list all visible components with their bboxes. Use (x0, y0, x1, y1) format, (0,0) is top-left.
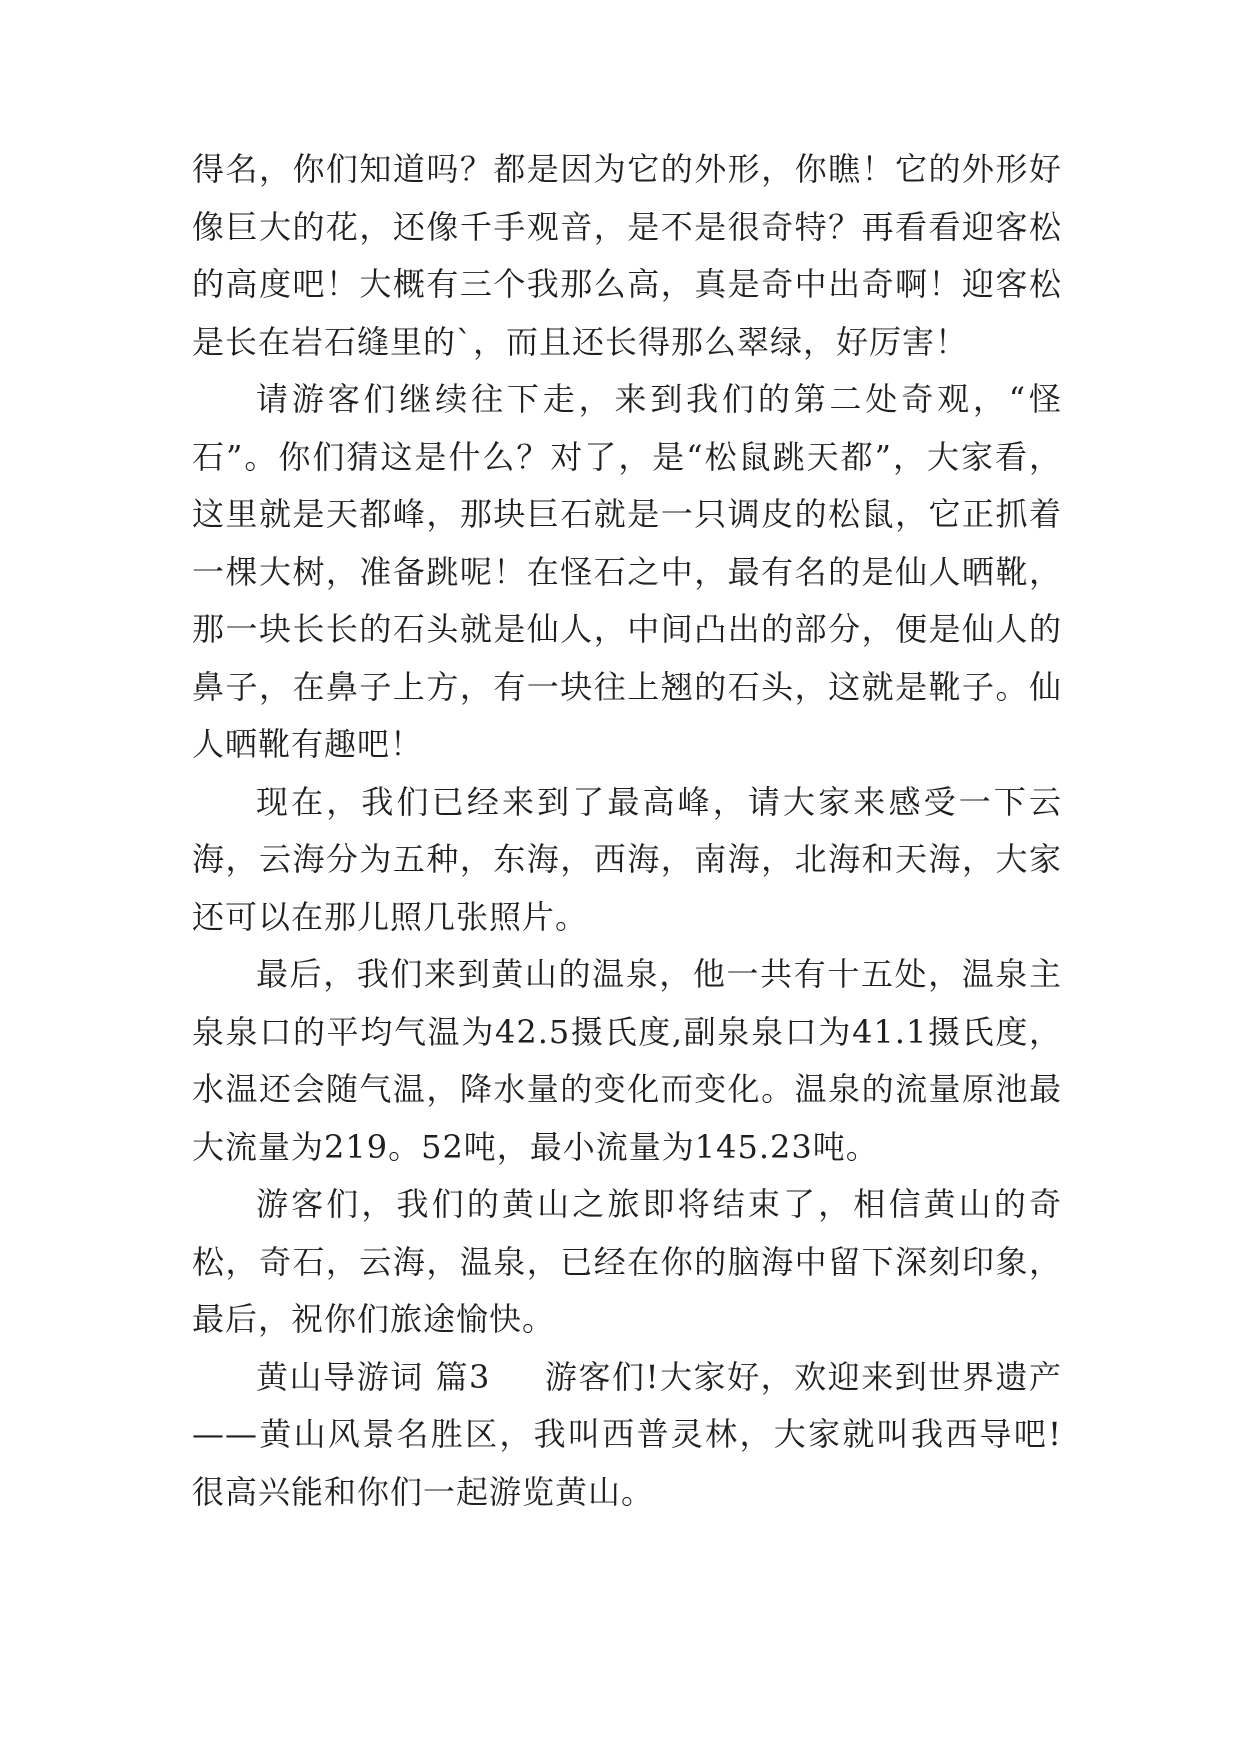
document-body (192, 141, 1062, 1521)
paragraph-section-3 (192, 1349, 1062, 1522)
section-intro-text: 游客们!大家好，欢迎来到世界遗产——黄山风景名胜区，我叫西普灵林，大家就叫我西导吧!很高兴能和你们一起游览黄山。 (192, 1357, 1062, 1511)
section-heading: 黄山导游词 篇3 (256, 1357, 491, 1396)
paragraph-farewell: 游客们，我们的黄山之旅即将结束了，相信黄山的奇松，奇石，云海，温泉，已经在你的脑海中留下深刻印象，最后，祝你们旅途愉快。 (192, 1185, 1062, 1338)
paragraph-pine-shape: 得名，你们知道吗？都是因为它的外形，你瞧！它的外形好像巨大的花，还像千手观音，是不是很奇特？再看看迎客松的高度吧！大概有三个我那么高，真是奇中出奇啊！迎客松是长在岩石缝里的`，而且还长得那么翠绿，好厉害！ (192, 150, 1062, 361)
paragraph-sea-of-clouds: 现在，我们已经来到了最高峰，请大家来感受一下云海，云海分为五种，东海，西海，南海，北海和天海，大家还可以在那儿照几张照片。 (192, 782, 1062, 936)
paragraph-hot-springs: 最后，我们来到黄山的温泉，他一共有十五处，温泉主泉泉口的平均气温为42.5摄氏度,副泉泉口为41.1摄氏度，水温还会随气温，降水量的变化而变化。温泉的流量原池最大流量为219。52吨，最小流量为145.23吨。 (192, 955, 1062, 1166)
paragraph-strange-rocks: 请游客们继续往下走，来到我们的第二处奇观，“怪石”。你们猜这是什么？对了，是“松鼠跳天都”，大家看，这里就是天都峰，那块巨石就是一只调皮的松鼠，它正抓着一棵大树，准备跳呢！在怪石之中，最有名的是仙人晒靴，那一块长长的石头就是仙人，中间凸出的部分，便是仙人的鼻子，在鼻子上方，有一块往上翘的石头，这就是靴子。仙人晒靴有趣吧！ (192, 380, 1062, 763)
